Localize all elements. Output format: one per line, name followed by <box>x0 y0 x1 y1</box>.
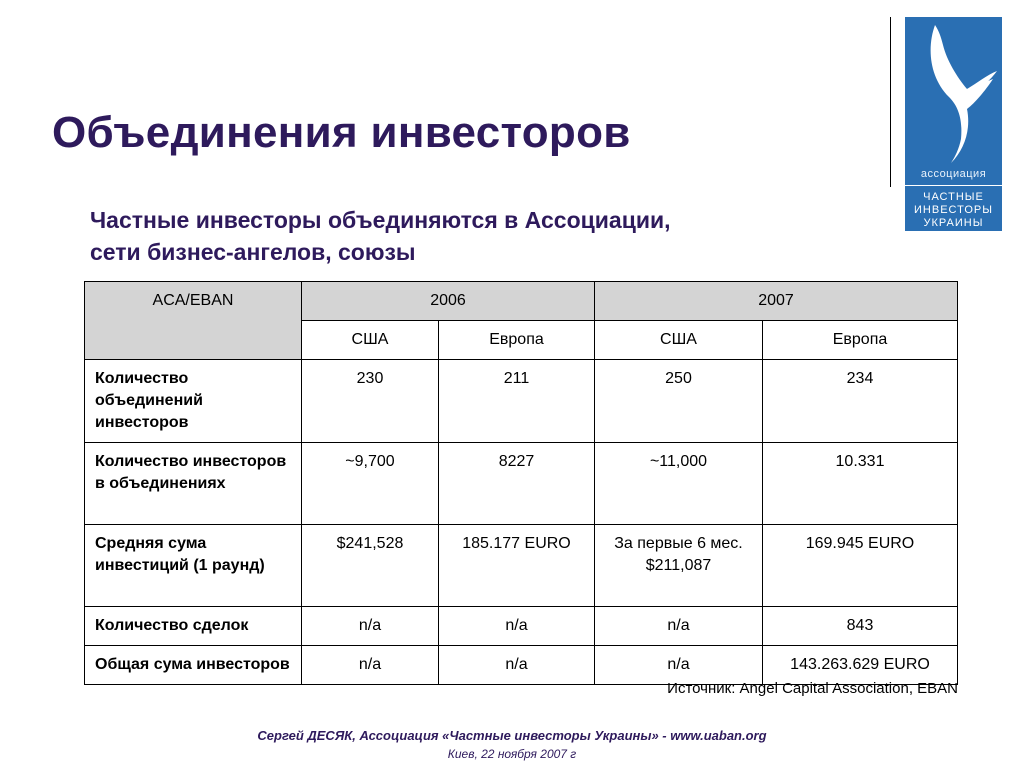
subtitle-line-2: сети бизнес-ангелов, союзы <box>90 239 416 265</box>
cell-value: За первые 6 мес. $211,087 <box>595 525 763 607</box>
logo-association-text: ассоциация <box>920 168 987 180</box>
logo-name-line-3: УКРАИНЫ <box>923 217 984 229</box>
subheader-europe-2006: Европа <box>439 321 595 360</box>
cell-value: n/a <box>302 607 439 646</box>
cell-value: n/a <box>439 607 595 646</box>
logo-separator <box>905 185 1002 186</box>
footer-author: Сергей ДЕСЯК, Ассоциация «Частные инвесторы Украины» - www.uaban.org <box>257 728 767 743</box>
source-note: Источник: Angel Capital Association, EBAN <box>667 680 958 697</box>
year-header-2007: 2007 <box>595 282 958 321</box>
cell-value: n/a <box>439 646 595 685</box>
year-header-2006: 2006 <box>302 282 595 321</box>
row-label: Количество сделок <box>85 607 302 646</box>
logo-name-line-1: ЧАСТНЫЕ <box>923 191 984 203</box>
cell-value: 211 <box>439 360 595 443</box>
footer-date: Киев, 22 ноября 2007 г <box>447 747 577 761</box>
subtitle-line-1: Частные инвесторы объединяются в Ассоциации, <box>90 207 671 233</box>
page-title: Объединения инвесторов <box>52 108 631 157</box>
cell-value: ~9,700 <box>302 443 439 525</box>
cell-value: 10.331 <box>763 443 958 525</box>
bird-mark-icon <box>905 17 1002 167</box>
table-row <box>85 443 958 525</box>
table-row <box>85 607 958 646</box>
logo-name <box>905 191 1002 230</box>
logo <box>905 17 1002 231</box>
cell-value: 185.177 EURO <box>439 525 595 607</box>
table-row <box>85 646 958 685</box>
row-label: Количество инвесторов в объединениях <box>85 443 302 525</box>
subheader-europe-2007: Европа <box>763 321 958 360</box>
logo-divider <box>890 17 891 187</box>
row-label: Средняя сума инвестиций (1 раунд) <box>85 525 302 607</box>
cell-value: $241,528 <box>302 525 439 607</box>
investor-associations-table <box>84 281 958 685</box>
logo-name-line-2: ИНВЕСТОРЫ <box>914 204 993 216</box>
cell-value: 843 <box>763 607 958 646</box>
row-label: Общая сума инвесторов <box>85 646 302 685</box>
cell-value: n/a <box>595 607 763 646</box>
cell-value: ~11,000 <box>595 443 763 525</box>
cell-value: 230 <box>302 360 439 443</box>
cell-value: 250 <box>595 360 763 443</box>
subtitle <box>90 204 671 268</box>
row-label: Количество объединений инвесторов <box>85 360 302 443</box>
subheader-usa-2007: США <box>595 321 763 360</box>
cell-value: 234 <box>763 360 958 443</box>
cell-value: 169.945 EURO <box>763 525 958 607</box>
cell-value: n/a <box>595 646 763 685</box>
cell-value: 143.263.629 EURO <box>763 646 958 685</box>
table-row <box>85 360 958 443</box>
cell-value: 8227 <box>439 443 595 525</box>
cell-value: n/a <box>302 646 439 685</box>
table-corner-cell: ACA/EBAN <box>85 282 302 360</box>
subheader-usa-2006: США <box>302 321 439 360</box>
table-header-row <box>85 282 958 321</box>
table-row <box>85 525 958 607</box>
